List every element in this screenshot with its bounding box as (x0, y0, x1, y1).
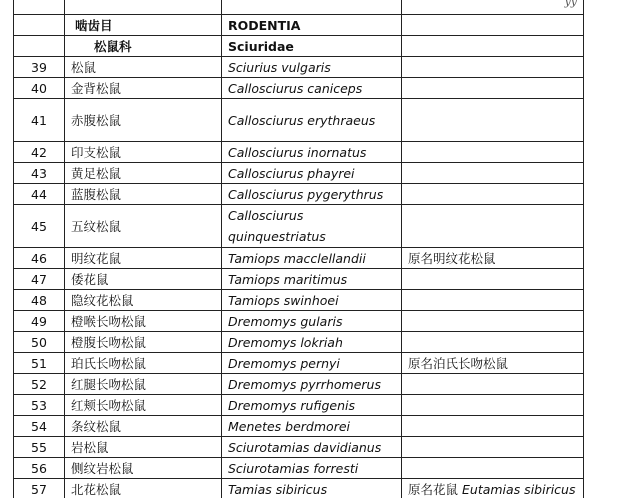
species-name-latin: Dremomys pyrrhomerus (222, 374, 402, 395)
species-name-latin: Sciurotamias forresti (222, 458, 402, 479)
order-name-latin: RODENTIA (222, 15, 402, 36)
table-row (14, 205, 584, 248)
species-name-latin: Dremomys gularis (222, 311, 402, 332)
species-note (402, 458, 584, 479)
species-name-cn: 倭花鼠 (65, 269, 222, 290)
species-name-latin (222, 205, 402, 248)
species-name-cn: 条纹松鼠 (65, 416, 222, 437)
table-row (14, 269, 584, 290)
table-row (14, 479, 584, 498)
row-number: 47 (14, 269, 65, 290)
species-name-latin: Tamias sibiricus (222, 479, 402, 498)
species-note (402, 205, 584, 248)
species-name-cn: 红腿长吻松鼠 (65, 374, 222, 395)
row-number: 50 (14, 332, 65, 353)
species-name-cn: 松鼠 (65, 57, 222, 78)
species-note (402, 437, 584, 458)
species-name-cn: 黄足松鼠 (65, 163, 222, 184)
row-number: 39 (14, 57, 65, 78)
species-note: 原名明纹花松鼠 (402, 248, 584, 269)
row-number: 46 (14, 248, 65, 269)
species-name-latin: Sciurotamias davidianus (222, 437, 402, 458)
species-note (402, 290, 584, 311)
species-name-latin: Menetes berdmorei (222, 416, 402, 437)
species-name-latin: Dremomys lokriah (222, 332, 402, 353)
partial-top-row (14, 0, 584, 15)
table-row (14, 374, 584, 395)
family-header-row (14, 36, 584, 57)
species-note (402, 57, 584, 78)
species-name-latin: Callosciurus caniceps (222, 78, 402, 99)
family-name-latin: Sciuridae (222, 36, 402, 57)
species-note: 原名泊氏长吻松鼠 (402, 353, 584, 374)
species-name-latin: Dremomys rufigenis (222, 395, 402, 416)
row-number: 45 (14, 205, 65, 248)
table-row (14, 437, 584, 458)
table-row (14, 311, 584, 332)
table-row (14, 395, 584, 416)
species-note (402, 184, 584, 205)
order-name-cn: 啮齿目 (65, 15, 222, 36)
table-row (14, 353, 584, 374)
species-name-latin: Tamiops swinhoei (222, 290, 402, 311)
table-row (14, 458, 584, 479)
row-number: 51 (14, 353, 65, 374)
table-row (14, 332, 584, 353)
table-row (14, 184, 584, 205)
order-header-row (14, 15, 584, 36)
table-row (14, 78, 584, 99)
species-name-latin: Callosciurus erythraeus (222, 99, 402, 142)
species-name-latin: Dremomys pernyi (222, 353, 402, 374)
species-name-latin: Callosciurus inornatus (222, 142, 402, 163)
species-name-cn: 侧纹岩松鼠 (65, 458, 222, 479)
note-text: 原名花鼠 (408, 482, 459, 497)
partial-note: yy (402, 0, 584, 15)
latin-line-2: quinquestriatus (228, 229, 326, 244)
latin-line-1: Callosciurus (228, 208, 304, 223)
species-name-cn: 岩松鼠 (65, 437, 222, 458)
row-number: 55 (14, 437, 65, 458)
species-table (13, 0, 584, 498)
row-number: 49 (14, 311, 65, 332)
row-number: 56 (14, 458, 65, 479)
species-name-cn: 橙喉长吻松鼠 (65, 311, 222, 332)
species-name-latin: Callosciurus pygerythrus (222, 184, 402, 205)
species-note (402, 374, 584, 395)
row-number: 57 (14, 479, 65, 498)
species-name-cn: 金背松鼠 (65, 78, 222, 99)
row-number: 42 (14, 142, 65, 163)
species-name-cn: 赤腹松鼠 (65, 99, 222, 142)
species-note (402, 163, 584, 184)
row-number: 48 (14, 290, 65, 311)
row-number: 40 (14, 78, 65, 99)
species-note (402, 311, 584, 332)
table-row (14, 57, 584, 78)
species-name-cn: 五纹松鼠 (65, 205, 222, 248)
row-number: 43 (14, 163, 65, 184)
table-row (14, 163, 584, 184)
species-note (402, 395, 584, 416)
species-note (402, 269, 584, 290)
table-row (14, 416, 584, 437)
row-number: 54 (14, 416, 65, 437)
species-name-cn: 橙腹长吻松鼠 (65, 332, 222, 353)
family-name-cn: 松鼠科 (65, 36, 222, 57)
species-name-cn: 红颊长吻松鼠 (65, 395, 222, 416)
species-name-cn: 北花松鼠 (65, 479, 222, 498)
species-note (402, 142, 584, 163)
species-note (402, 78, 584, 99)
species-name-latin: Tamiops maritimus (222, 269, 402, 290)
species-name-cn: 珀氏长吻松鼠 (65, 353, 222, 374)
species-name-latin: Callosciurus phayrei (222, 163, 402, 184)
species-note (402, 99, 584, 142)
species-note (402, 479, 584, 498)
species-name-latin: Tamiops macclellandii (222, 248, 402, 269)
species-name-cn: 明纹花鼠 (65, 248, 222, 269)
table-row (14, 290, 584, 311)
species-note (402, 416, 584, 437)
table-row (14, 99, 584, 142)
table-row (14, 142, 584, 163)
row-number: 53 (14, 395, 65, 416)
species-name-latin: Sciurius vulgaris (222, 57, 402, 78)
note-latin: Eutamias sibiricus (462, 482, 576, 497)
species-name-cn: 印支松鼠 (65, 142, 222, 163)
species-name-cn: 蓝腹松鼠 (65, 184, 222, 205)
row-number: 44 (14, 184, 65, 205)
species-name-cn: 隐纹花松鼠 (65, 290, 222, 311)
row-number: 41 (14, 99, 65, 142)
species-note (402, 332, 584, 353)
row-number: 52 (14, 374, 65, 395)
table-row (14, 248, 584, 269)
